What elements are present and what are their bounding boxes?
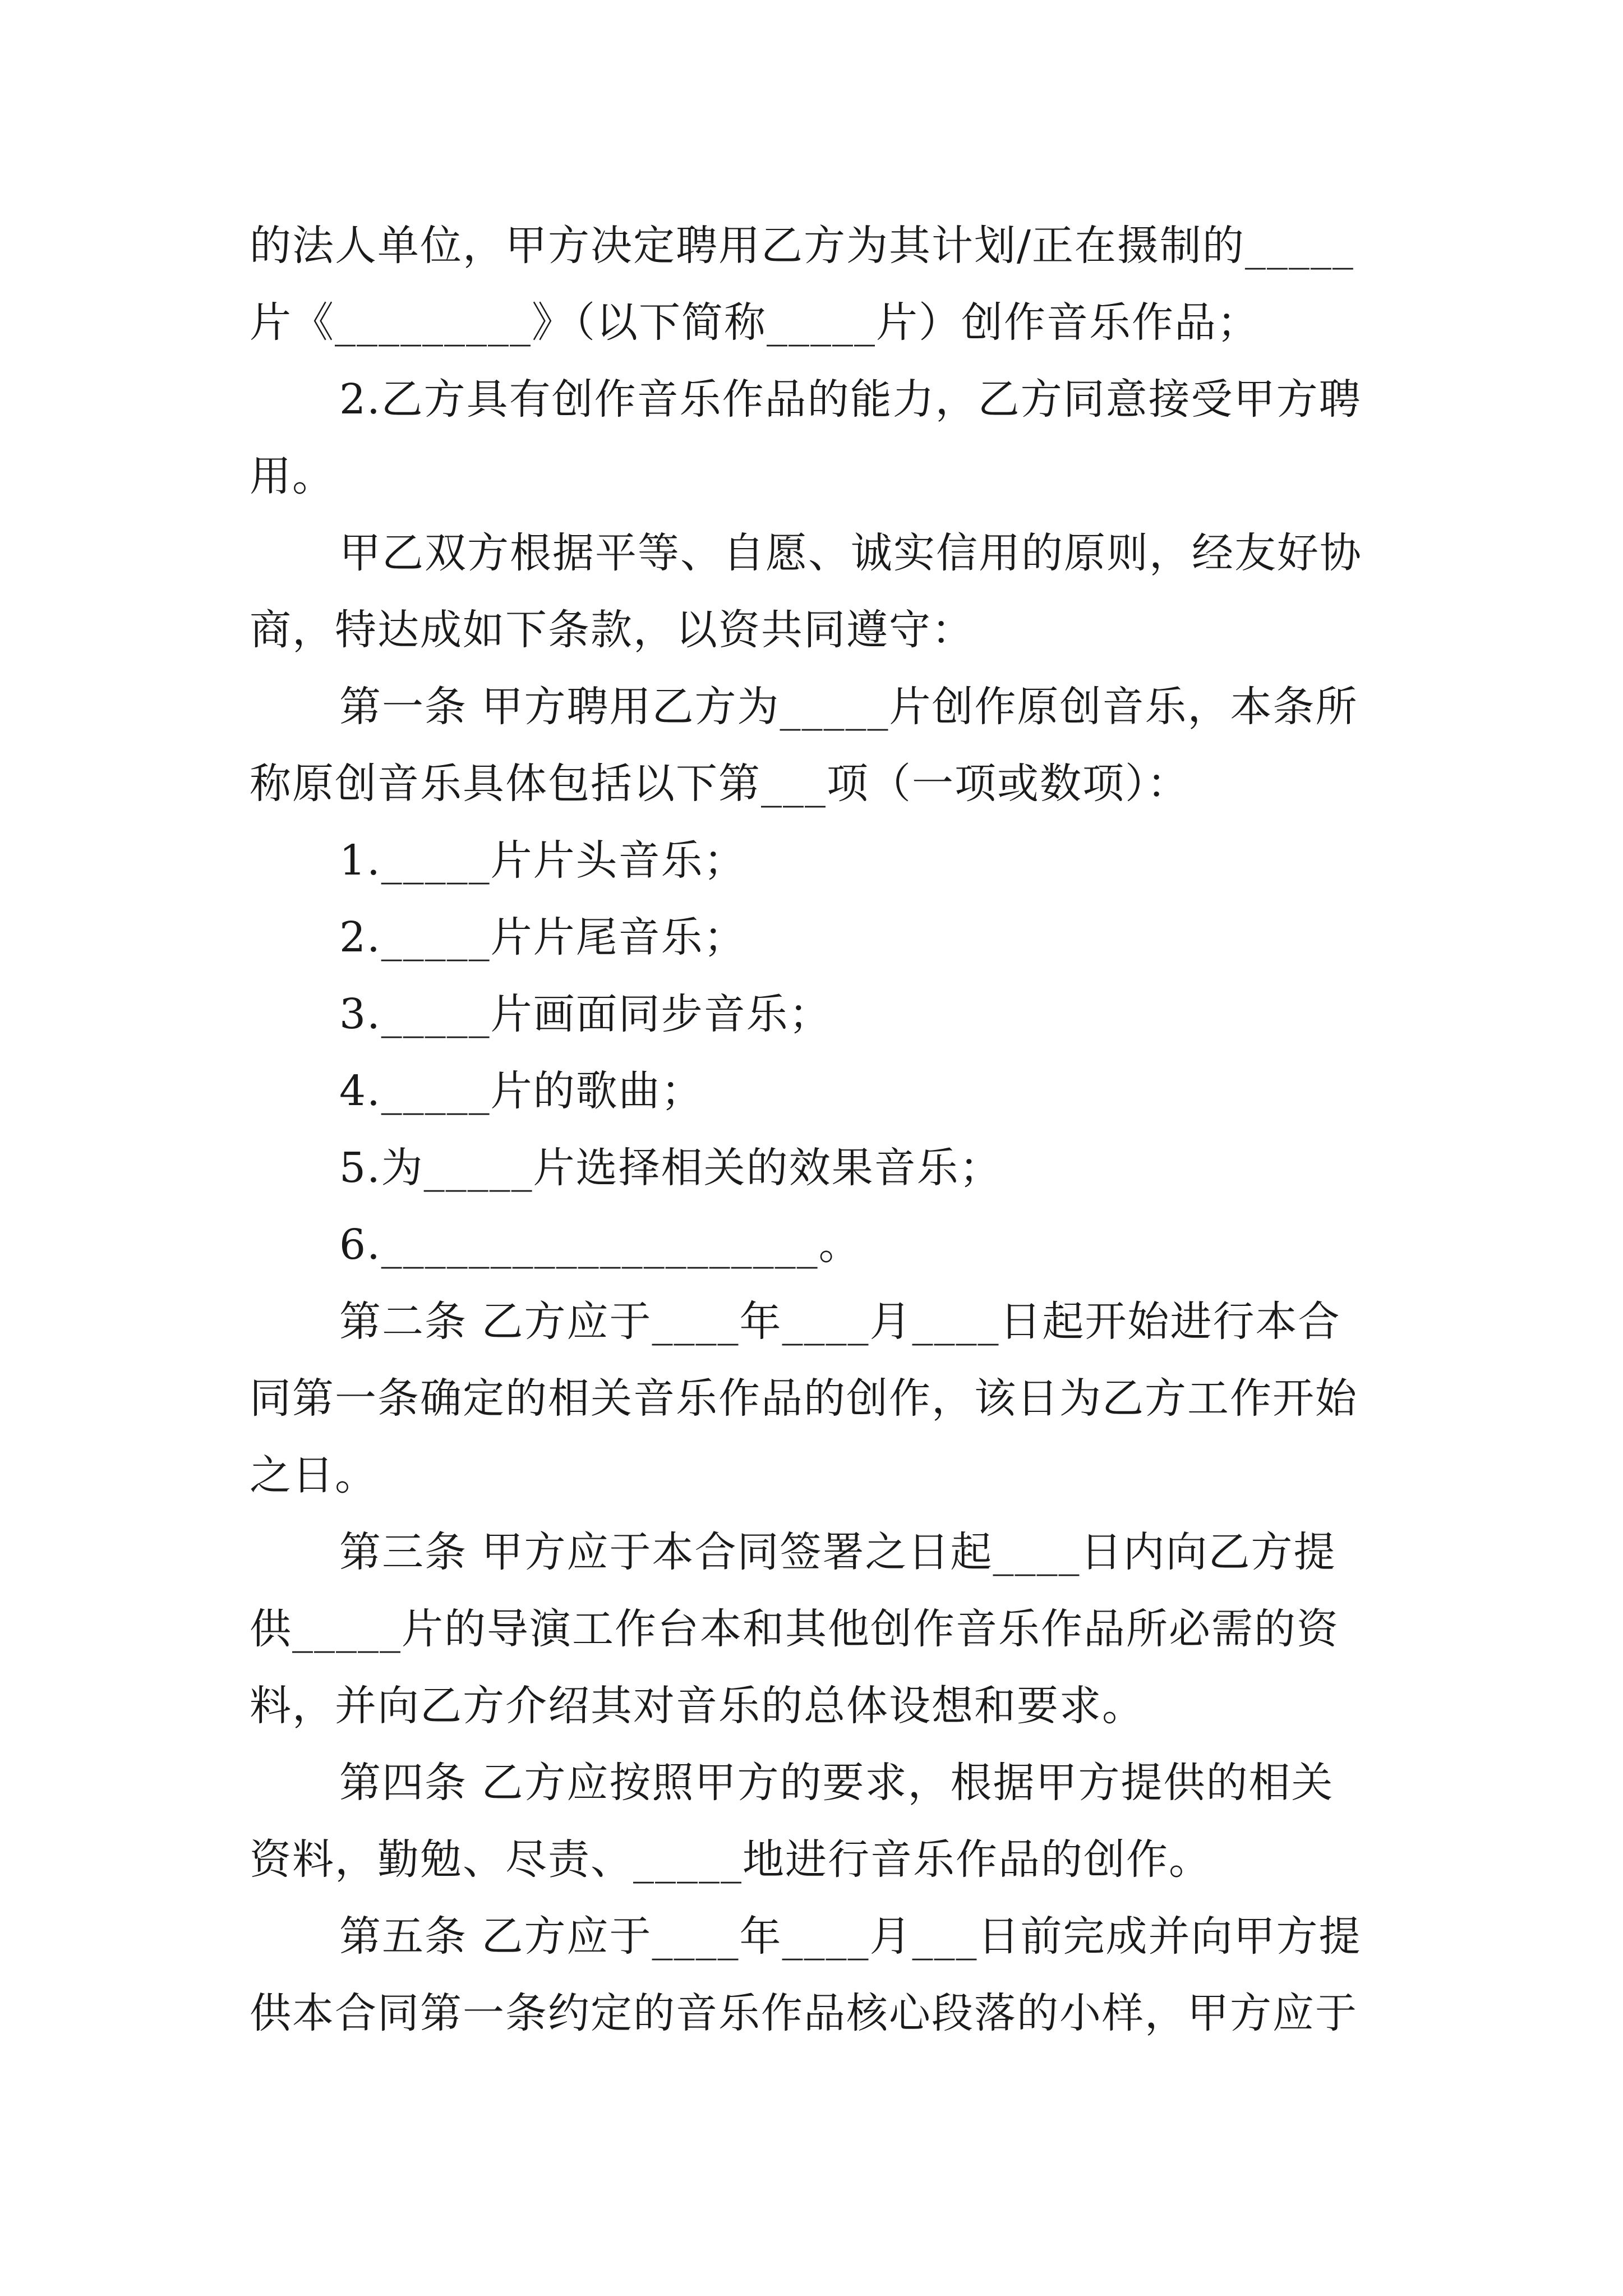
article-heading-line: 第一条 甲方聘用乙方为_____片创作原创音乐，本条所 — [339, 683, 1358, 731]
text-line: 片《_________》（以下简称_____片）创作音乐作品； — [250, 298, 1260, 347]
text-line: 甲乙双方根据平等、自愿、诚实信用的原则，经友好协 — [339, 529, 1362, 577]
article-heading-line: 第四条 乙方应按照甲方的要求，根据甲方提供的相关 — [339, 1759, 1334, 1807]
text-line: 称原创音乐具体包括以下第___项（一项或数项）： — [250, 760, 1189, 808]
text-line: 供_____片的导演工作台本和其他创作音乐作品所必需的资 — [250, 1605, 1339, 1653]
text-line: 之日。 — [250, 1451, 377, 1499]
article-heading-line: 第二条 乙方应于____年____月____日起开始进行本合 — [339, 1297, 1341, 1346]
text-line: 供本合同第一条约定的音乐作品核心段落的小样，甲方应于 — [250, 1989, 1358, 2037]
list-item: 4._____片的歌曲； — [339, 1067, 704, 1115]
text-line: 2.乙方具有创作音乐作品的能力，乙方同意接受甲方聘 — [339, 375, 1362, 424]
list-item: 5.为_____片选择相关的效果音乐； — [339, 1144, 1002, 1192]
text-line: 用。 — [250, 452, 335, 500]
text-line: 资料，勤勉、尽责、_____地进行音乐作品的创作。 — [250, 1835, 1211, 1884]
contract-body — [250, 208, 1388, 2052]
article-heading-line: 第三条 甲方应于本合同签署之日起____日内向乙方提 — [339, 1528, 1336, 1576]
text-line: 料，并向乙方介绍其对音乐的总体设想和要求。 — [250, 1682, 1145, 1730]
list-item: 6.____________________。 — [339, 1221, 861, 1269]
list-item: 2._____片片尾音乐； — [339, 913, 746, 961]
list-item: 3._____片画面同步音乐； — [339, 990, 832, 1038]
text-line: 商，特达成如下条款，以资共同遵守： — [250, 606, 974, 654]
text-line: 的法人单位，甲方决定聘用乙方为其计划/正在摄制的_____ — [250, 222, 1354, 270]
text-line: 同第一条确定的相关音乐作品的创作，该日为乙方工作开始 — [250, 1374, 1358, 1423]
article-heading-line: 第五条 乙方应于____年____月___日前完成并向甲方提 — [339, 1912, 1362, 1961]
list-item: 1._____片片头音乐； — [339, 836, 746, 885]
